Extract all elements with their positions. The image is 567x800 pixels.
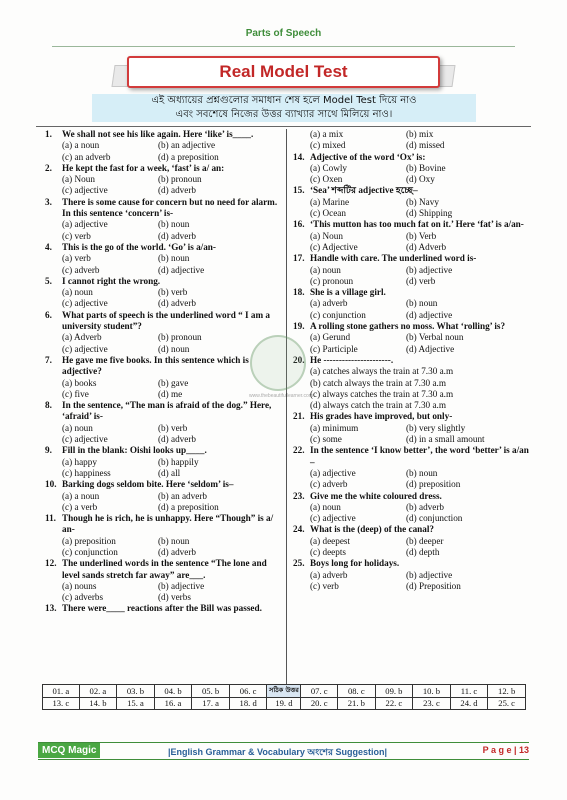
question-text: Give me the white coloured dress. [310, 490, 442, 501]
question-stem [293, 355, 529, 366]
options [293, 366, 529, 411]
option: (c) pronoun [310, 275, 354, 286]
option: (c) verb [310, 580, 339, 591]
question-text: Adjective of the word ‘Ox’ is: [310, 151, 426, 162]
question-stem [293, 491, 529, 502]
option: (b) noun [158, 535, 190, 546]
question-number: 25. [293, 558, 305, 569]
option: (c) happiness [62, 467, 111, 478]
question-number: 19. [293, 321, 305, 332]
option: (d) adjective [158, 264, 205, 275]
option: (c) adjective [62, 343, 108, 354]
question-stem [45, 242, 281, 253]
question-text: The underlined words in the sentence “The lone and level sands stretch far away” are___. [62, 558, 267, 580]
question [45, 513, 281, 558]
question-number: 14. [293, 151, 305, 162]
option: (d) Adverb [406, 241, 447, 252]
options [293, 468, 529, 491]
question [293, 253, 529, 287]
option: (a) a noun [62, 490, 100, 501]
option: (c) conjunction [62, 546, 118, 557]
question-text: This is the go of the world. ‘Go’ is a/an- [62, 241, 216, 252]
option: (b) gave [158, 377, 189, 388]
section-divider [36, 126, 531, 127]
option: (b) noun [406, 298, 438, 309]
option: (a) Noun [62, 174, 95, 185]
question-text: We shall not see his like again. Here ‘like’ is____. [62, 129, 254, 139]
option: (a) noun [310, 501, 341, 512]
question [45, 400, 281, 445]
question [45, 445, 281, 479]
question [293, 129, 529, 152]
option: (d) verbs [158, 592, 191, 603]
question [293, 524, 529, 558]
question-text: I cannot right the wrong. [62, 275, 161, 286]
question-text: What parts of speech is the underlined word “ I am a university student”? [62, 309, 271, 332]
option: (a) Noun [310, 230, 343, 241]
question-text: There were____ reactions after the Bill was passed. [62, 603, 262, 614]
question [293, 321, 529, 355]
answer-cell: 08. c [338, 685, 376, 698]
question-stem [293, 445, 529, 468]
option: (b) pronoun [158, 332, 202, 343]
answer-cell: 10. b [413, 685, 451, 698]
question [293, 152, 529, 186]
option: (d) me [158, 388, 183, 399]
option: (a) noun [62, 287, 93, 298]
option: (d) adverb [158, 434, 197, 445]
option: (b) noun [158, 219, 190, 230]
question-number: 23. [293, 490, 305, 501]
banner-box [127, 56, 440, 88]
question [45, 479, 281, 513]
options [45, 457, 281, 480]
option: (a) adjective [310, 467, 356, 478]
option: (d) noun [158, 343, 190, 354]
question-number: 7. [45, 354, 52, 365]
answer-cell: 14. b [79, 697, 117, 710]
question [293, 287, 529, 321]
option: (d) depth [406, 546, 440, 557]
option: (b) verb [158, 422, 188, 433]
option: (b) pronoun [158, 174, 202, 185]
question-stem [45, 479, 281, 490]
option: (c) adverb [62, 264, 100, 275]
question-text: He gave me five books. In this sentence which is adjective? [62, 354, 249, 377]
options [45, 174, 281, 197]
option: (d) adjective [406, 309, 453, 320]
question-text: Fill in the blank: Oishi looks up____. [62, 445, 207, 456]
question-text: Handle with care. The underlined word is- [310, 253, 477, 264]
option: (b) Navy [406, 196, 439, 207]
question [45, 558, 281, 603]
question-stem [45, 197, 281, 220]
instruction-line-2: এবং সবশেষে নিজের উত্তর ব্যাখ্যার সাথে মিলিয়ে নাও। [92, 108, 476, 122]
options [45, 219, 281, 242]
options [293, 129, 529, 152]
answer-row [43, 697, 526, 710]
answer-cell: 18. d [229, 697, 267, 710]
option: (c) Adjective [310, 241, 358, 252]
options [293, 570, 529, 593]
answer-cell: 16. a [154, 697, 192, 710]
option: (b) very slightly [406, 422, 466, 433]
answer-cell: 13. c [43, 697, 80, 710]
options [293, 265, 529, 288]
question-stem [45, 558, 281, 581]
option: (c) an adverb [62, 151, 111, 162]
question-text: There is some cause for concern but no need for alarm. In this sentence ‘concern’ is- [62, 196, 278, 219]
option: (d) all [158, 467, 181, 478]
question-text: Though he is rich, he is unhappy. Here “Though” is a/ an- [62, 513, 274, 535]
column-separator [286, 129, 287, 684]
options [45, 253, 281, 276]
options [293, 197, 529, 220]
option: (c) adjective [62, 434, 108, 445]
watermark-text: www.thebeautifullearner.com [249, 393, 313, 399]
answer-cell: 23. c [413, 697, 451, 710]
option: (a) minimum [310, 422, 359, 433]
option: (b) Bovine [406, 162, 446, 173]
answer-cell: 09. b [375, 685, 413, 698]
option: (c) Ocean [310, 208, 346, 219]
question-number: 8. [45, 400, 52, 411]
options [45, 491, 281, 514]
question [45, 310, 281, 355]
footer [38, 742, 529, 760]
question [45, 603, 281, 614]
question-number: 17. [293, 253, 305, 264]
answer-row [43, 685, 526, 698]
option: (d) adverb [158, 298, 197, 309]
question-number: 9. [45, 445, 52, 456]
question [293, 445, 529, 490]
option: (d) Adjective [406, 343, 455, 354]
question-stem [45, 603, 281, 614]
question-number: 3. [45, 196, 52, 207]
option: (b) adjective [406, 569, 453, 580]
question-stem [45, 129, 281, 140]
question [45, 276, 281, 310]
option: (a) verb [62, 253, 91, 264]
question-number: 15. [293, 185, 305, 196]
option: (c) always catches the train at 7.30 a.m [310, 388, 454, 399]
option: (c) adjective [62, 185, 108, 196]
option: (d) Shipping [406, 208, 453, 219]
question [293, 185, 529, 219]
option: (b) adverb [406, 501, 445, 512]
answer-cell: 19. d [267, 697, 301, 710]
answer-cell: 11. c [450, 685, 488, 698]
options [293, 163, 529, 186]
question-number: 4. [45, 241, 52, 252]
option: (d) Oxy [406, 174, 435, 185]
option: (b) mix [406, 129, 434, 139]
question [293, 491, 529, 525]
question-number: 24. [293, 524, 305, 535]
question-text: ‘This mutton has too much fat on it.’ Here ‘fat’ is a/an- [310, 219, 524, 230]
option: (a) adverb [310, 298, 348, 309]
question-stem [293, 253, 529, 264]
option: (c) five [62, 388, 89, 399]
option: (a) adjective [62, 219, 108, 230]
answer-cell: 15. a [117, 697, 155, 710]
question-stem [293, 558, 529, 569]
questions-right-column [293, 129, 529, 592]
option: (d) verb [406, 275, 436, 286]
question-text: In the sentence, “The man is afraid of the dog.” Here, ‘afraid’ is- [62, 400, 272, 422]
options [45, 140, 281, 163]
question-text: He ----------------------. [310, 354, 394, 365]
option: (b) happily [158, 456, 199, 467]
question [293, 355, 529, 411]
instruction-line-1: এই অধ্যায়ের প্রশ্নগুলোর সমাধান শেষ হলে Model Test দিয়ে নাও [92, 94, 476, 108]
option: (c) verb [62, 230, 91, 241]
option: (b) Verb [406, 230, 437, 241]
answer-cell: 05. b [192, 685, 230, 698]
answer-cell: 12. b [488, 685, 526, 698]
footer-brand: MCQ Magic [38, 743, 100, 758]
question [45, 163, 281, 197]
question-number: 6. [45, 309, 52, 320]
option: (d) a preposition [158, 151, 219, 162]
option: (a) a mix [310, 129, 344, 139]
option: (b) an adverb [158, 490, 207, 501]
option: (d) adverb [158, 230, 197, 241]
option: (a) books [62, 377, 97, 388]
option: (b) Verbal noun [406, 332, 464, 343]
header-divider [52, 46, 515, 47]
question [45, 197, 281, 242]
option: (d) always catch the train at 7.30 a.m [310, 400, 446, 411]
question-number: 22. [293, 445, 305, 456]
option: (b) an adjective [158, 140, 216, 151]
questions-left-column [45, 129, 281, 615]
option: (c) mixed [310, 140, 346, 151]
question [293, 411, 529, 445]
options [293, 298, 529, 321]
question-number: 13. [45, 603, 57, 614]
answer-cell: 22. c [375, 697, 413, 710]
question-stem [45, 445, 281, 456]
question-number: 2. [45, 162, 52, 173]
option: (c) Oxen [310, 174, 343, 185]
question-number: 16. [293, 219, 305, 230]
options [45, 536, 281, 559]
question-number: 11. [45, 513, 56, 524]
question-stem [45, 276, 281, 287]
options [45, 581, 281, 604]
option: (d) in a small amount [406, 434, 485, 445]
answer-cell: 21. b [338, 697, 376, 710]
question-stem [45, 355, 281, 378]
watermark-logo [250, 335, 306, 391]
question-text: ‘Sea’ শব্দটির adjective হচ্ছে– [310, 185, 418, 196]
footer-suggestion: |English Grammar & Vocabulary অংশের Suggestion| [168, 747, 387, 757]
option: (b) catch always the train at 7.30 a.m [310, 377, 446, 388]
option: (c) some [310, 434, 342, 445]
option: (d) Preposition [406, 580, 461, 591]
question-number: 5. [45, 275, 52, 286]
option: (c) adverb [310, 479, 348, 490]
question-stem [293, 287, 529, 298]
question-number: 21. [293, 411, 305, 422]
options [45, 423, 281, 446]
option: (b) noun [158, 253, 190, 264]
option: (a) Gerund [310, 332, 351, 343]
option: (c) adjective [310, 513, 356, 524]
option: (a) adverb [310, 569, 348, 580]
option: (c) adverbs [62, 592, 104, 603]
option: (c) deepts [310, 546, 346, 557]
question-stem [293, 219, 529, 230]
option: (c) conjunction [310, 309, 366, 320]
option: (d) preposition [406, 479, 461, 490]
options [293, 231, 529, 254]
options [293, 502, 529, 525]
question-stem [293, 321, 529, 332]
option: (a) nouns [62, 580, 97, 591]
question-text: Barking dogs seldom bite. Here ‘seldom’ is– [62, 479, 234, 490]
options [293, 423, 529, 446]
question-text: She is a village girl. [310, 287, 386, 298]
option: (a) deepest [310, 535, 351, 546]
option: (d) a preposition [158, 501, 219, 512]
option: (b) noun [406, 467, 438, 478]
option: (b) deeper [406, 535, 444, 546]
option: (a) noun [310, 264, 341, 275]
question-number: 12. [45, 558, 57, 569]
question-number: 1. [45, 129, 52, 139]
question-text: A rolling stone gathers no moss. What ‘rolling’ is? [310, 321, 506, 332]
question-text: In the sentence ‘I know better’, the word ‘better’ is a/an – [310, 445, 529, 467]
option: (a) a noun [62, 140, 100, 151]
options [45, 287, 281, 310]
option: (b) verb [158, 287, 188, 298]
title-banner [127, 56, 440, 88]
answer-cell: 01. a [43, 685, 80, 698]
question [45, 129, 281, 163]
option: (d) adverb [158, 185, 197, 196]
option: (d) missed [406, 140, 445, 151]
options [45, 332, 281, 355]
question-text: His grades have improved, but only- [310, 411, 453, 422]
option: (a) preposition [62, 535, 116, 546]
answer-cell: 07. c [301, 685, 338, 698]
answer-cell: 20. c [301, 697, 338, 710]
option: (d) adverb [158, 546, 197, 557]
answer-cell: 03. b [117, 685, 155, 698]
question-stem [45, 513, 281, 536]
options [293, 332, 529, 355]
question-text: Boys long for holidays. [310, 558, 400, 569]
option: (a) catches always the train at 7.30 a.m [310, 366, 454, 377]
question-number: 20. [293, 354, 305, 365]
option: (b) adjective [406, 264, 453, 275]
question-stem [293, 411, 529, 422]
question [293, 219, 529, 253]
question-stem [45, 163, 281, 174]
answer-cell: 02. a [79, 685, 117, 698]
option: (c) Participle [310, 343, 358, 354]
option: (a) noun [62, 422, 93, 433]
option: (c) adjective [62, 298, 108, 309]
question-number: 18. [293, 287, 305, 298]
banner-title: Real Model Test [219, 62, 348, 81]
answer-key-table [42, 684, 526, 710]
option: (a) Cowly [310, 162, 347, 173]
question [45, 242, 281, 276]
answer-key-label: সঠিক উত্তর [267, 685, 301, 698]
question-text: What is the (deep) of the canal? [310, 524, 435, 535]
options [293, 536, 529, 559]
answer-cell: 25. c [488, 697, 526, 710]
running-header: Parts of Speech [245, 28, 322, 39]
question-stem [293, 152, 529, 163]
option: (a) Marine [310, 196, 350, 207]
option: (c) a verb [62, 501, 98, 512]
question [293, 558, 529, 592]
answer-cell: 24. d [450, 697, 488, 710]
option: (d) conjunction [406, 513, 463, 524]
answer-cell: 04. b [154, 685, 192, 698]
question-number: 10. [45, 479, 57, 490]
question-stem [45, 400, 281, 423]
question-stem [45, 310, 281, 333]
option: (b) adjective [158, 580, 205, 591]
answer-cell: 17. a [192, 697, 230, 710]
answer-cell: 06. c [229, 685, 267, 698]
page-number: P a g e | 13 [482, 745, 529, 755]
question-stem [293, 524, 529, 535]
question-stem [293, 185, 529, 196]
option: (a) happy [62, 456, 97, 467]
option: (a) Adverb [62, 332, 102, 343]
question-text: He kept the fast for a week, ‘fast’ is a/ an: [62, 162, 225, 173]
